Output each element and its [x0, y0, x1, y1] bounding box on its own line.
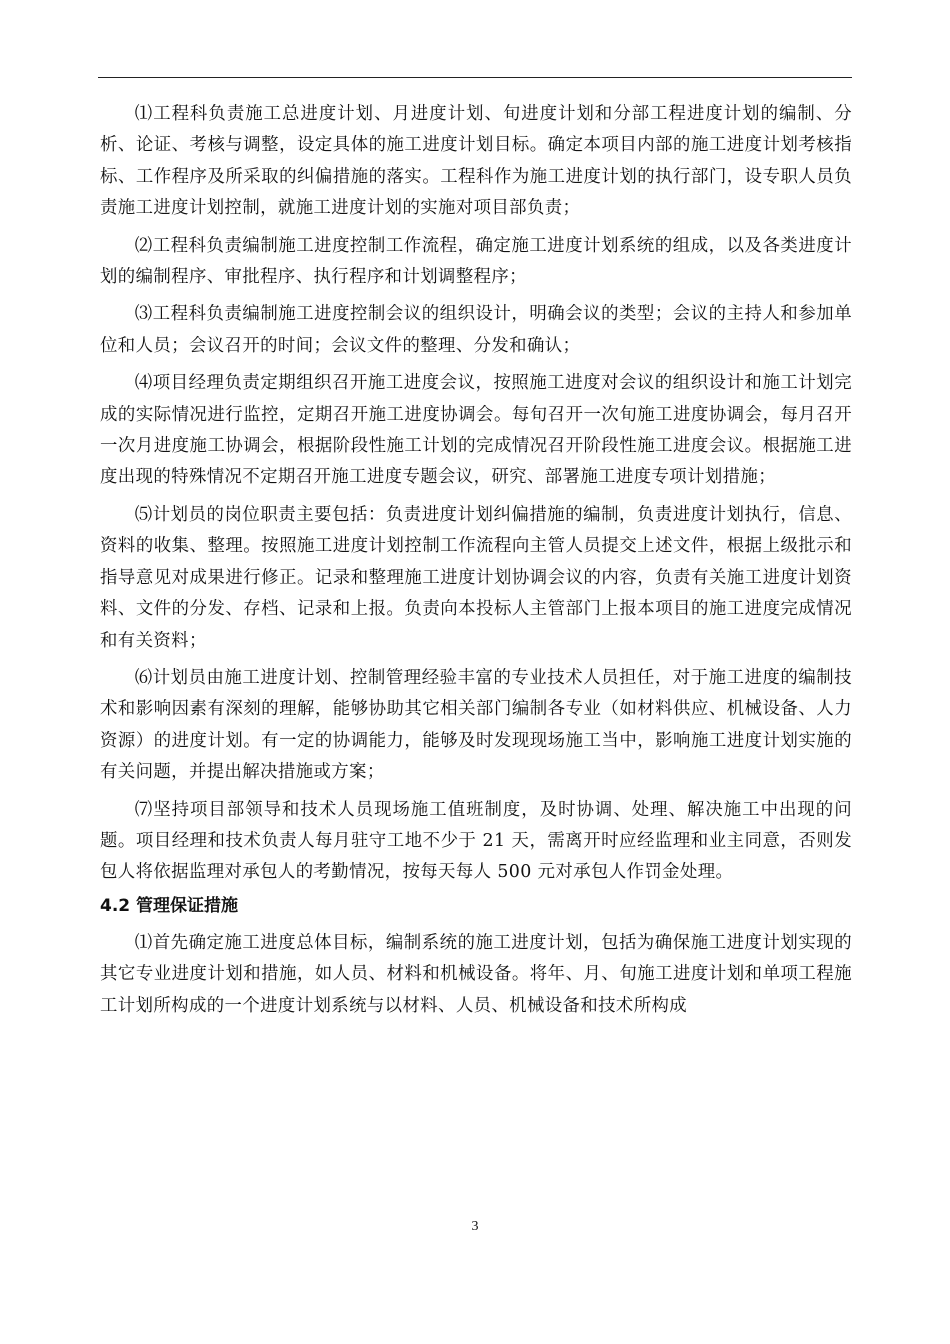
paragraph-5: ⑸计划员的岗位职责主要包括：负责进度计划纠偏措施的编制，负责进度计划执行，信息、资料的收集、整理。按照施工进度计划控制工作流程向主管人员提交上述文件，根据上级批示和指导意见对成果进行修正。记录和整理施工进度计划协调会议的内容，负责有关施工进度计划资料、文件的分发、存档、记录和上报。负责向本投标人主管部门上报本项目的施工进度完成情况和有关资料； — [100, 504, 852, 651]
paragraph-3: ⑶工程科负责编制施工进度控制会议的组织设计，明确会议的类型；会议的主持人和参加单位和人员；会议召开的时间；会议文件的整理、分发和确认； — [100, 304, 852, 356]
section-heading: 4.2 管理保证措施 — [100, 895, 239, 916]
paragraph-1: ⑴工程科负责施工总进度计划、月进度计划、旬进度计划和分部工程进度计划的编制、分析、论证、考核与调整，设定具体的施工进度计划目标。确定本项目内部的施工进度计划考核指标、工作程序及所采取的纠偏措施的落实。工程科作为施工进度计划的执行部门，设专职人员负责施工进度计划控制，就施工进度计划的实施对项目部负责； — [100, 104, 852, 219]
paragraph-4: ⑷项目经理负责定期组织召开施工进度会议，按照施工进度对会议的组织设计和施工计划完成的实际情况进行监控，定期召开施工进度协调会。每旬召开一次旬施工进度协调会，每月召开一次月进度施工协调会，根据阶段性施工计划的完成情况召开阶段性施工进度会议。根据施工进度出现的特殊情况不定期召开施工进度专题会议，研究、部署施工进度专项计划措施； — [100, 373, 852, 488]
paragraph-6: ⑹计划员由施工进度计划、控制管理经验丰富的专业技术人员担任，对于施工进度的编制技术和影响因素有深刻的理解，能够协助其它相关部门编制各专业（如材料供应、机械设备、人力资源）的进度计划。有一定的协调能力，能够及时发现现场施工当中，影响施工进度计划实施的有关问题，并提出解决措施或方案； — [100, 667, 852, 783]
header-rule — [98, 77, 852, 78]
paragraph-8: ⑴首先确定施工进度总体目标，编制系统的施工进度计划，包括为确保施工进度计划实现的其它专业进度计划和措施，如人员、材料和机械设备。将年、月、旬施工进度计划和单项工程施工计划所构成的一个进度计划系统与以材料、人员、机械设备和技术所构成 — [100, 932, 852, 1016]
paragraph-7: ⑺坚持项目部领导和技术人员现场施工值班制度，及时协调、处理、解决施工中出现的问题。项目经理和技术负责人每月驻守工地不少于 21 天，需离开时应经监理和业主同意，否则发包人将依据监理对承包人的考勤情况，按每天每人 500 元对承包人作罚金处理。 — [100, 799, 852, 883]
page-number: 3 — [471, 1219, 479, 1234]
paragraph-2: ⑵工程科负责编制施工进度控制工作流程，确定施工进度计划系统的组成，以及各类进度计划的编制程序、审批程序、执行程序和计划调整程序； — [100, 235, 852, 288]
document-body — [100, 96, 852, 1022]
